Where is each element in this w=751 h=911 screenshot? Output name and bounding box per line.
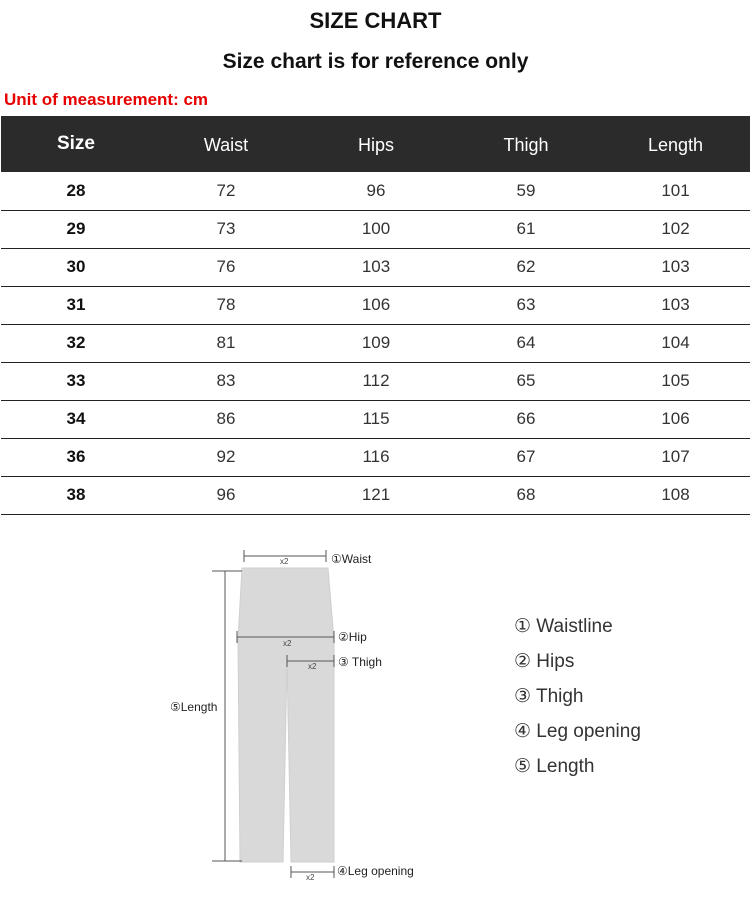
leg-opening-multiplier: x2 [306, 873, 315, 882]
cell-thigh: 61 [516, 219, 536, 238]
cell-thigh: 64 [516, 333, 536, 352]
column-header-hips: Hips [357, 135, 394, 155]
cell-waist: 83 [216, 371, 236, 390]
cell-waist: 92 [216, 447, 236, 466]
unit-note: Unit of measurement: cm [4, 90, 209, 109]
cell-waist: 72 [216, 180, 236, 200]
thigh-multiplier: x2 [308, 662, 317, 671]
cell-thigh: 67 [516, 447, 536, 466]
size-table [1, 116, 750, 515]
table-row [1, 362, 750, 400]
table-row [1, 210, 750, 248]
pants-outline [160, 540, 450, 890]
cell-length: 104 [661, 333, 690, 352]
cell-size: 38 [66, 485, 86, 504]
cell-size: 31 [66, 295, 86, 314]
table-row [1, 172, 750, 210]
hip-multiplier: x2 [283, 639, 292, 648]
cell-length: 107 [661, 447, 690, 466]
page-title: SIZE CHART [309, 8, 442, 33]
cell-hips: 116 [362, 447, 390, 466]
cell-length: 103 [661, 257, 690, 276]
table-row [1, 400, 750, 438]
waist-multiplier: x2 [280, 557, 289, 566]
cell-thigh: 66 [516, 409, 536, 428]
pants-diagram [160, 540, 450, 890]
cell-hips: 115 [362, 409, 390, 428]
hip-label: ②Hip [338, 630, 367, 644]
cell-hips: 121 [361, 485, 391, 504]
table-row [1, 286, 750, 324]
cell-thigh: 62 [516, 257, 536, 276]
cell-waist: 86 [216, 409, 236, 428]
thigh-label: ③ Thigh [338, 655, 382, 669]
cell-waist: 96 [216, 485, 236, 504]
cell-size: 28 [66, 180, 86, 200]
legend-item-length: ⑤ Length [514, 756, 595, 777]
cell-size: 33 [66, 371, 86, 390]
column-header-length: Length [647, 135, 704, 155]
column-header-size: Size [56, 132, 96, 154]
cell-waist: 73 [216, 219, 236, 238]
cell-size: 29 [66, 219, 86, 238]
cell-length: 101 [661, 180, 690, 200]
cell-length: 103 [661, 295, 690, 314]
cell-hips: 109 [361, 333, 391, 352]
cell-waist: 81 [216, 333, 236, 352]
column-header-waist: Waist [203, 135, 249, 155]
cell-thigh: 59 [516, 180, 536, 200]
cell-thigh: 65 [516, 371, 536, 390]
cell-hips: 106 [361, 295, 391, 314]
table-header-row [1, 116, 750, 172]
cell-waist: 78 [216, 295, 236, 314]
table-row [1, 476, 750, 514]
length-label: ⑤Length [170, 700, 218, 714]
waist-label: ①Waist [331, 552, 372, 566]
legend-item-leg-opening: ④ Leg opening [514, 721, 641, 742]
cell-size: 32 [66, 333, 86, 352]
legend-item-hips: ② Hips [514, 651, 575, 672]
cell-length: 108 [661, 485, 690, 504]
table-row [1, 438, 750, 476]
cell-size: 34 [66, 409, 86, 428]
cell-length: 102 [661, 219, 690, 238]
cell-hips: 100 [361, 219, 391, 238]
leg-opening-label: ④Leg opening [337, 864, 414, 878]
page-subtitle: Size chart is for reference only [222, 50, 529, 73]
cell-length: 105 [661, 371, 690, 390]
cell-thigh: 63 [516, 295, 536, 314]
cell-hips: 112 [362, 371, 390, 390]
legend-item-thigh: ③ Thigh [514, 686, 584, 707]
measurement-legend [514, 614, 641, 789]
cell-hips: 96 [366, 180, 386, 200]
column-header-thigh: Thigh [503, 135, 549, 155]
cell-length: 106 [661, 409, 690, 428]
table-row [1, 324, 750, 362]
legend-item-waistline: ① Waistline [514, 616, 613, 637]
cell-size: 30 [66, 257, 86, 276]
cell-size: 36 [66, 447, 86, 466]
table-row [1, 248, 750, 286]
cell-waist: 76 [216, 257, 236, 276]
cell-thigh: 68 [516, 485, 536, 504]
cell-hips: 103 [361, 257, 391, 276]
